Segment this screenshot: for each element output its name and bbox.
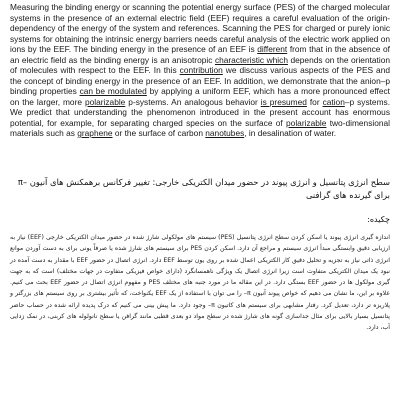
underlined-term: different bbox=[257, 44, 288, 54]
underlined-term: characteristic which bbox=[214, 54, 288, 65]
underlined-term: is presumed bbox=[260, 96, 307, 107]
english-abstract bbox=[10, 2, 390, 139]
abstract-text-segment: we discuss various aspects of the PES and the concept of binding energy in the presence of an EEF. In addition, we demonstrate that the anion–p binding properties bbox=[10, 65, 390, 96]
abstract-text-segment: or the surface of carbon bbox=[112, 128, 206, 138]
abstract-text-segment: depends on the orientation of molecules with respect to the EEF. In this bbox=[10, 54, 390, 75]
underlined-term: can be modulated bbox=[79, 86, 147, 96]
abstract-text-segment: two-dimensional materials such as bbox=[10, 117, 390, 138]
underlined-term: nanotubes bbox=[205, 128, 245, 138]
persian-title: سطح انرژی پتانسیل و انرژی پیوند در حضور میدان الکتریکی خارجی: تغییر فرکانس برهمکنش های آنیون –π برای گیرنده های گرافنی bbox=[17, 177, 390, 200]
abstract-text-segment: –p systems. We predict that understanding the phenomenon introduced in the present account has enormous potential, for example, for separating charged species on the surface of bbox=[10, 96, 391, 128]
underlined-term: cation bbox=[322, 96, 345, 107]
abstract-text-segment: , in desalination of water. bbox=[244, 128, 337, 138]
abstract-text-segment: for bbox=[306, 96, 323, 107]
abstract-text-segment: p-systems. An analogous behavior bbox=[125, 96, 261, 107]
underlined-term: polarizable bbox=[84, 96, 126, 107]
abstract-text-segment: Measuring the binding energy or scanning the potential energy surface (PES) of the charged molecular systems in the presence of an external electric field (EEF) requires a careful evaluation of the origin-dependency of the energy of the system and references. Scanning the PES for charged or purely ionic systems for obtaining the intrinsic energy barriers needs careful analysis of the electric work applied on ions by the EEF. The binding energy in the presence of an EEF is bbox=[10, 2, 390, 54]
abstract-text-segment: by applying a uniform EEF, which has a more pronounced effect on the larger, more bbox=[10, 86, 391, 107]
underlined-term: graphene bbox=[77, 128, 113, 138]
persian-abstract-label: چکیده: bbox=[367, 215, 390, 224]
abstract-text-segment: from that in the absence of an electric field as the binding energy is an anisotropic bbox=[10, 44, 390, 65]
underlined-term: polarizable bbox=[286, 117, 327, 128]
underlined-term: contribution bbox=[179, 65, 223, 75]
persian-abstract: اندازه گیری انرژی پیوند یا اسکن کردن سطح انرژی پتانسیل (PES) سیستم های مولکولی شارژ شده در حضور میدان الکتریکی خارجی (EEF) نیاز به ارزیابی دقیق وابستگی مبدأ انرژی سیستم و مراجع آن دارد. اسکن کردن PES برای سیستم های شارژ شده یا صرفاً یونی برای به دست آوردن موانع انرژی ذاتی نیاز به تجزیه و تحلیل دقیق کار الکتریکی اعمال شده بر روی یون توسط EEF دارد. انرژی اتصال در حضور EEF با مقدار به دست آمده در نبود یک میدان الکتریکی متفاوت است زیرا انرژی اتصال یک ویژگی ناهمسانگرد (دارای خواص فیزیکی متفاوت در جهات مختلف) است که به جهت گیری مولکول ها در حضور EEF بستگی دارد. در این مقاله ما در مورد جنبه های مختلف PES و مفهوم انرژی اتصال در حضور EEF بحث می کنیم. علاوه بر این، ما نشان می دهیم که خواص پیوند آنیون π– را می توان با استفاده از یک EEF یکنواخت، که تأثیر بیشتری بر روی سیستم های بزرگتر و پلاریزه تر دارد، تعدیل کرد. رفتار مشابهی برای سیستم های کاتیون π– وجود دارد. ما پیش بینی می کنیم که درک پدیده ارائه شده در حساب حاضر پتانسیل بسیار بالایی برای مثال جداسازی گونه های شارژ شده در سطح مواد دو بعدی قطبی مانند گرافن یا سطح نانولوله های کربنی، در نمک زدایی آب، دارد. bbox=[10, 234, 391, 332]
